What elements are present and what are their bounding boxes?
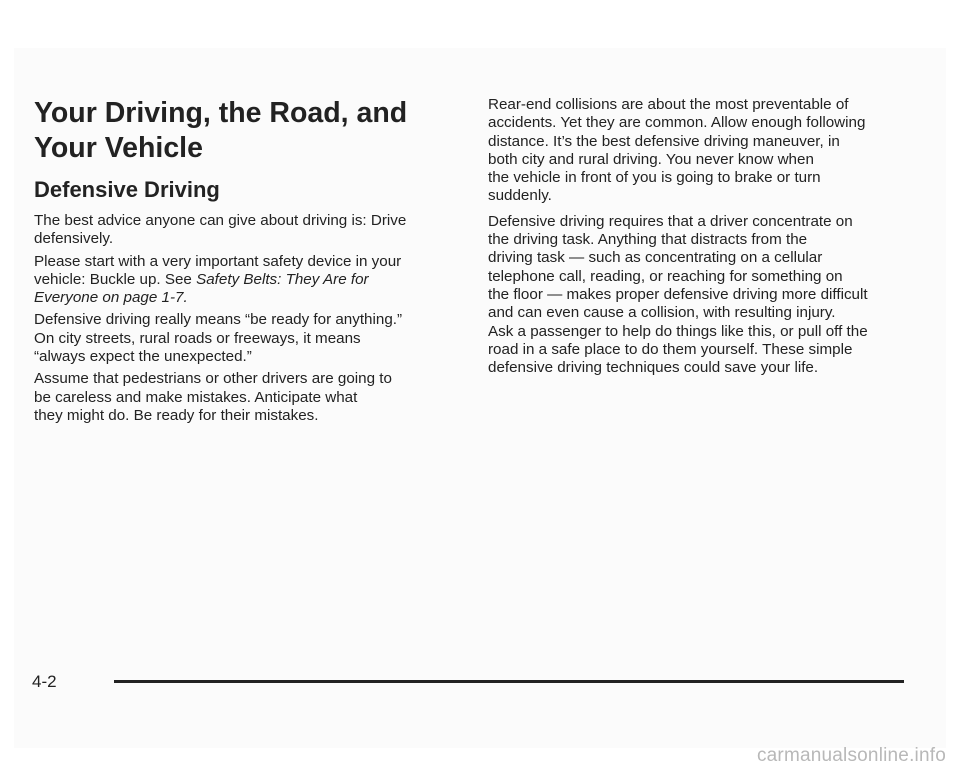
right-column <box>488 96 916 384</box>
cross-reference: Everyone on page 1-7. <box>34 289 188 307</box>
text-line: driving task — such as concentrating on a cellular <box>488 249 823 267</box>
text-line: the driving task. Anything that distracts from the <box>488 231 808 249</box>
text-line: telephone call, reading, or reaching for something on <box>488 267 843 285</box>
cross-reference: Safety Belts: They Are for <box>196 270 369 288</box>
paragraph-concentrate <box>488 213 916 378</box>
text-line <box>34 271 454 289</box>
text-line <box>34 289 454 307</box>
section-title: Defensive Driving <box>34 177 220 202</box>
footer-rule <box>114 680 904 683</box>
text-line: distance. It’s the best defensive driving maneuver, in <box>488 132 840 150</box>
text-line: both city and rural driving. You never know when <box>488 150 814 168</box>
text-line: Assume that pedestrians or other drivers are going to <box>34 370 392 388</box>
text-line: Please start with a very important safety device in your <box>34 252 402 270</box>
text-fragment: vehicle: Buckle up. See <box>34 270 197 288</box>
text-line: the floor — makes proper defensive driving more difficult <box>488 285 868 303</box>
text-line: On city streets, rural roads or freeways, it means <box>34 329 361 347</box>
text-line: Rear-end collisions are about the most preventable of <box>488 96 849 113</box>
left-column <box>34 96 454 429</box>
chapter-title-line: Your Driving, the Road, and <box>34 97 408 129</box>
text-line: the vehicle in front of you is going to brake or turn <box>488 169 821 187</box>
text-line: they might do. Be ready for their mistakes. <box>34 406 319 424</box>
text-line: defensive driving techniques could save your life. <box>488 359 819 377</box>
text-line: Defensive driving really means “be ready for anything.” <box>34 311 403 329</box>
text-line: road in a safe place to do them yourself. These simple <box>488 340 853 358</box>
text-line: be careless and make mistakes. Anticipate what <box>34 388 358 406</box>
text-line: Defensive driving requires that a driver concentrate on <box>488 212 853 230</box>
text-line: The best advice anyone can give about driving is: Drive <box>34 212 407 229</box>
paragraph-best-advice <box>34 212 454 249</box>
paragraph-assume <box>34 370 454 425</box>
text-line: Ask a passenger to help do things like this, or pull off the <box>488 322 868 340</box>
text-line: accidents. Yet they are common. Allow enough following <box>488 114 866 132</box>
chapter-title-line: Your Vehicle <box>34 132 203 164</box>
text-line: defensively. <box>34 230 114 248</box>
text-line: “always expect the unexpected.” <box>34 348 252 366</box>
paragraph-be-ready <box>34 311 454 366</box>
paragraph-buckle-up <box>34 253 454 308</box>
paragraph-rear-end <box>488 96 916 206</box>
chapter-title <box>34 96 454 166</box>
page-number: 4-2 <box>32 672 57 691</box>
text-line: suddenly. <box>488 187 552 205</box>
text-line: and can even cause a collision, with resulting injury. <box>488 304 836 322</box>
watermark-text: carmanualsonline.info <box>756 745 946 766</box>
